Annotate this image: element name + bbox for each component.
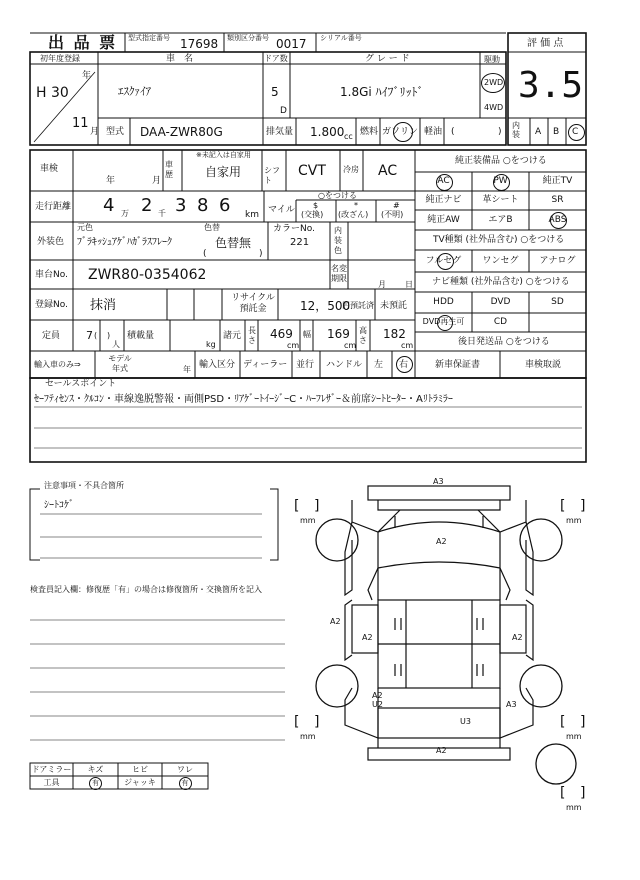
import-label: 輸入車のみ⇒	[34, 360, 81, 369]
repaint-paren-close: )	[259, 249, 263, 259]
class-label: 類別区分番号	[227, 34, 269, 42]
type-cert-label: 型式指定番号	[128, 34, 170, 42]
first-reg-year: H 30	[36, 85, 69, 101]
displacement-unit: cc	[344, 132, 353, 141]
dims-label: 諸元	[223, 331, 242, 341]
grade-label: グ レ ー ド	[365, 54, 410, 64]
equip-airbag: エアB	[488, 215, 513, 225]
doors-value: 5	[271, 85, 279, 99]
equipment-title: 純正装備品 ○をつける	[455, 156, 547, 166]
name-change-month: 月	[378, 280, 386, 289]
navi-dvd-play: DVD再生可	[422, 317, 465, 326]
fuel-gasoline: ガソリン	[382, 127, 419, 137]
mileage-digit-1: 4	[103, 195, 115, 216]
first-reg-month-suffix: 月	[90, 127, 100, 137]
first-reg-label: 初年度登録	[40, 54, 80, 63]
tread-spare-open: [	[560, 785, 566, 801]
tread-fr-close: ]	[580, 498, 586, 514]
chassis-label: 車台No.	[35, 270, 68, 280]
color-no-label: カラーNo.	[273, 224, 315, 234]
mark-a3-rear-right: A3	[506, 700, 517, 709]
legend-break: ワレ	[177, 765, 193, 774]
class-no: 0017	[276, 37, 307, 51]
repaint-label: 色替	[204, 223, 220, 232]
navi-sd: SD	[551, 297, 564, 307]
name-change-label: 名変期限	[331, 264, 347, 283]
length-unit: cm	[287, 341, 300, 350]
grade-value: 1.8Gi ﾊｲﾌﾞﾘｯﾄﾞ	[340, 85, 424, 99]
drive-2wd: 2WD	[484, 78, 504, 87]
length-label: 長さ	[248, 326, 256, 345]
fuel-light: 軽油	[424, 127, 443, 137]
interior-c: C	[572, 127, 579, 137]
wheel-rear-left	[316, 665, 358, 707]
first-reg-month: 11	[72, 116, 89, 131]
notes-label: 注意事項・不具合箇所	[44, 481, 124, 490]
equip-tv: 純正TV	[542, 176, 573, 186]
tread-rl-mm: mm	[300, 732, 316, 741]
car-name-label: 車 名	[166, 54, 194, 64]
mark-a2-right-panel: A2	[512, 633, 523, 642]
mileage-hash: #	[393, 201, 400, 210]
tread-fr-open: [	[560, 498, 566, 514]
import-dealer: ディーラー	[243, 360, 288, 370]
legend-tools: 工具	[43, 778, 60, 787]
inspector-label: 検査員記入欄：修復歴「有」の場合は修復箇所・交換箇所を記入	[30, 585, 262, 594]
cooler-value: AC	[378, 163, 398, 179]
legend-jack-circle	[179, 777, 192, 790]
handle-right: 右	[399, 360, 409, 370]
equip-sr: SR	[551, 195, 564, 205]
tread-rr-open: [	[560, 714, 566, 730]
mileage-digit-4: 8	[197, 195, 209, 216]
tread-spare-mm: mm	[566, 803, 582, 812]
history-note: ※未記入は自家用	[196, 151, 251, 159]
model-year-unit: 年	[183, 365, 191, 374]
rating-score: 3.5	[518, 65, 584, 106]
mark-a2-rear-bumper: A2	[436, 746, 447, 755]
displacement-label: 排気量	[266, 127, 294, 137]
handle-right-circle	[396, 356, 413, 373]
legend-jack: ジャッキ	[124, 778, 156, 787]
tv-title: TV種類 (社外品含む) ○をつける	[433, 235, 565, 245]
history-value: 自家用	[205, 165, 242, 179]
mark-a2-hood: A2	[436, 537, 447, 546]
tread-fl-close: ]	[314, 498, 320, 514]
height-unit: cm	[401, 341, 414, 350]
tv-analog: アナログ	[539, 256, 576, 266]
inspection-month-unit: 月	[152, 176, 162, 186]
model-label: 型式	[106, 127, 125, 137]
later-title: 後日発送品 ○をつける	[458, 337, 550, 347]
tv-fullseg: フルセグ	[425, 256, 462, 266]
equip-abs: ABS	[548, 215, 567, 225]
tread-rl-close: ]	[314, 714, 320, 730]
interior-b: B	[553, 127, 560, 137]
fuel-paren-open: (	[451, 127, 455, 137]
interior-c-circle	[568, 124, 585, 141]
shift-value: CVT	[298, 163, 326, 179]
first-reg-year-suffix: 年	[82, 71, 92, 81]
mileage-dollar: $	[313, 201, 319, 210]
interior-label: 内装	[512, 121, 520, 139]
tv-fullseg-circle	[437, 253, 454, 270]
height-label: 高さ	[359, 326, 367, 345]
navi-cd: CD	[493, 317, 508, 327]
legend-jack-yes: 有	[181, 779, 189, 787]
recycle-not: 未預託	[380, 301, 408, 311]
later-warranty: 新車保証書	[434, 360, 480, 370]
legend-crack: ヒビ	[132, 765, 148, 774]
equip-aw: 純正AW	[427, 215, 460, 225]
mark-u2-rear-left: U2	[372, 700, 383, 709]
height-value: 182	[383, 327, 406, 341]
mark-a2-rear-left: A2	[372, 691, 383, 700]
recycle-unit: 円預託済	[342, 301, 374, 310]
drive-4wd: 4WD	[484, 103, 504, 112]
equip-navi: 純正ナビ	[425, 195, 462, 205]
equip-pw-circle	[493, 174, 510, 191]
equip-pw: PW	[493, 176, 508, 186]
name-change-day: 日	[405, 280, 413, 289]
legend-tools-yes: 有	[92, 779, 99, 787]
orig-color-label: 元色	[77, 223, 93, 232]
import-type-label: 輸入区分	[199, 360, 236, 370]
mileage-digit-5: 6	[219, 195, 231, 216]
shift-label: シフト	[264, 166, 280, 185]
mileage-sen: 千	[158, 209, 166, 218]
reg-value: 抹消	[90, 298, 117, 313]
door-type: D	[280, 106, 287, 116]
tv-oneseg: ワンセグ	[482, 256, 519, 266]
mileage-check-note: ○をつける	[318, 191, 357, 200]
notes-text: ｼｰﾄｺｹﾞ	[44, 500, 74, 511]
repaint-paren-open: (	[203, 249, 207, 259]
mileage-digit-2: 2	[141, 195, 153, 216]
handle-left: 左	[374, 360, 384, 370]
reg-label: 登録No.	[35, 300, 68, 310]
length-value: 469	[270, 327, 293, 341]
mileage-man: 万	[121, 209, 129, 218]
navi-dvd: DVD	[490, 297, 511, 307]
capacity-value: 7	[86, 329, 93, 342]
mileage-dollar-sub: (交換)	[301, 210, 324, 219]
color-label: 外装色	[37, 237, 65, 247]
fuel-paren-close: )	[498, 127, 502, 137]
fuel-gasoline-circle	[393, 122, 413, 142]
sales-label: セールスポイント	[45, 379, 117, 389]
color-no-value: 221	[290, 237, 310, 248]
equip-ac-circle	[436, 174, 453, 191]
form-title: 出 品 票	[48, 33, 118, 52]
tread-rl-open: [	[294, 714, 300, 730]
fuel-label: 燃料	[360, 127, 379, 137]
equip-abs-circle	[550, 212, 567, 229]
tread-fl-mm: mm	[300, 516, 316, 525]
capacity-unit: 人	[112, 340, 120, 349]
type-cert-no: 17698	[180, 37, 219, 51]
model-year-label: モデル年式	[108, 354, 132, 373]
drive-label: 駆動	[484, 55, 500, 64]
navi-dvd-play-circle	[437, 315, 453, 331]
tread-fr-mm: mm	[566, 516, 582, 525]
drive-2wd-circle	[481, 73, 505, 93]
width-value: 169	[327, 327, 350, 341]
mileage-star: *	[354, 201, 358, 210]
car-diagram	[345, 486, 533, 760]
load-unit: kg	[206, 340, 216, 349]
mark-a3-front: A3	[433, 477, 444, 486]
mileage-digit-3: 3	[175, 195, 187, 216]
width-label: 幅	[303, 330, 311, 339]
navi-hdd: HDD	[433, 297, 454, 307]
equip-leather: 革シート	[482, 195, 519, 205]
interior-color-label: 内装色	[334, 226, 342, 255]
capacity-paren: (	[94, 331, 98, 340]
capacity-paren-close: )	[107, 331, 111, 340]
later-manual: 車検取説	[524, 360, 561, 370]
mileage-mile: マイル	[268, 205, 295, 215]
cooler-label: 冷房	[343, 165, 359, 174]
model-value: DAA-ZWR80G	[140, 125, 223, 139]
capacity-label: 定員	[42, 331, 61, 341]
legend-scratch: キズ	[87, 765, 104, 774]
mileage-km: km	[245, 210, 259, 220]
tread-rr-mm: mm	[566, 732, 582, 741]
legend-tools-circle	[89, 777, 102, 790]
sales-text: ｾｰﾌﾃｨｾﾝｽ・ｸﾙｺﾝ・車線逸脱警報・両側PSD・ﾘｱｹﾞｰﾄｲｰｼﾞｰC・ﾊｰﾌﾚｻﾞｰ＆前席ｼｰﾄﾋｰﾀｰ・Aﾘﾄﾗﾐﾗｰ	[34, 394, 453, 405]
mileage-star-sub: (改ざん)	[338, 210, 369, 219]
mark-u3-rear: U3	[460, 717, 471, 726]
width-unit: cm	[344, 341, 357, 350]
wheel-spare	[536, 744, 576, 784]
chassis-value: ZWR80-0354062	[88, 267, 207, 283]
wheel-rear-right	[520, 665, 562, 707]
inspection-year-unit: 年	[106, 176, 116, 186]
interior-a: A	[535, 127, 542, 137]
handle-label: ハンドル	[326, 360, 363, 370]
recycle-label: リサイクル預託金	[231, 293, 275, 314]
equip-ac: AC	[437, 176, 450, 186]
mark-a2-left-panel: A2	[362, 633, 373, 642]
tread-rr-close: ]	[580, 714, 586, 730]
mileage-hash-sub: (不明)	[381, 210, 404, 219]
import-parallel: 並行	[296, 360, 315, 370]
rating-label: 評 価 点	[527, 38, 564, 49]
car-name: ｴｽｸｧｲｱ	[118, 85, 151, 98]
tread-spare-close: ]	[580, 785, 586, 801]
load-label: 積載量	[127, 331, 155, 341]
color-value: ﾌﾞﾗｷｯｼｭｱｹﾞﾊｶﾞﾗｽﾌﾚｰｸ	[77, 237, 172, 248]
inspection-label: 車検	[40, 164, 59, 174]
tread-fl-open: [	[294, 498, 300, 514]
repaint-value: 色替無	[215, 236, 252, 250]
mileage-label: 走行距離	[35, 202, 72, 212]
legend-door-mirror: ドアミラー	[31, 765, 72, 774]
recycle-value: 12，500	[300, 299, 351, 313]
mark-a2-left-door: A2	[330, 617, 341, 626]
history-label: 車歴	[165, 160, 173, 179]
displacement-value: 1.800	[310, 125, 345, 139]
navi-title: ナビ種類 (社外品含む) ○をつける	[432, 277, 570, 287]
serial-label: シリアル番号	[320, 34, 362, 42]
doors-label: ドア数	[264, 54, 288, 63]
